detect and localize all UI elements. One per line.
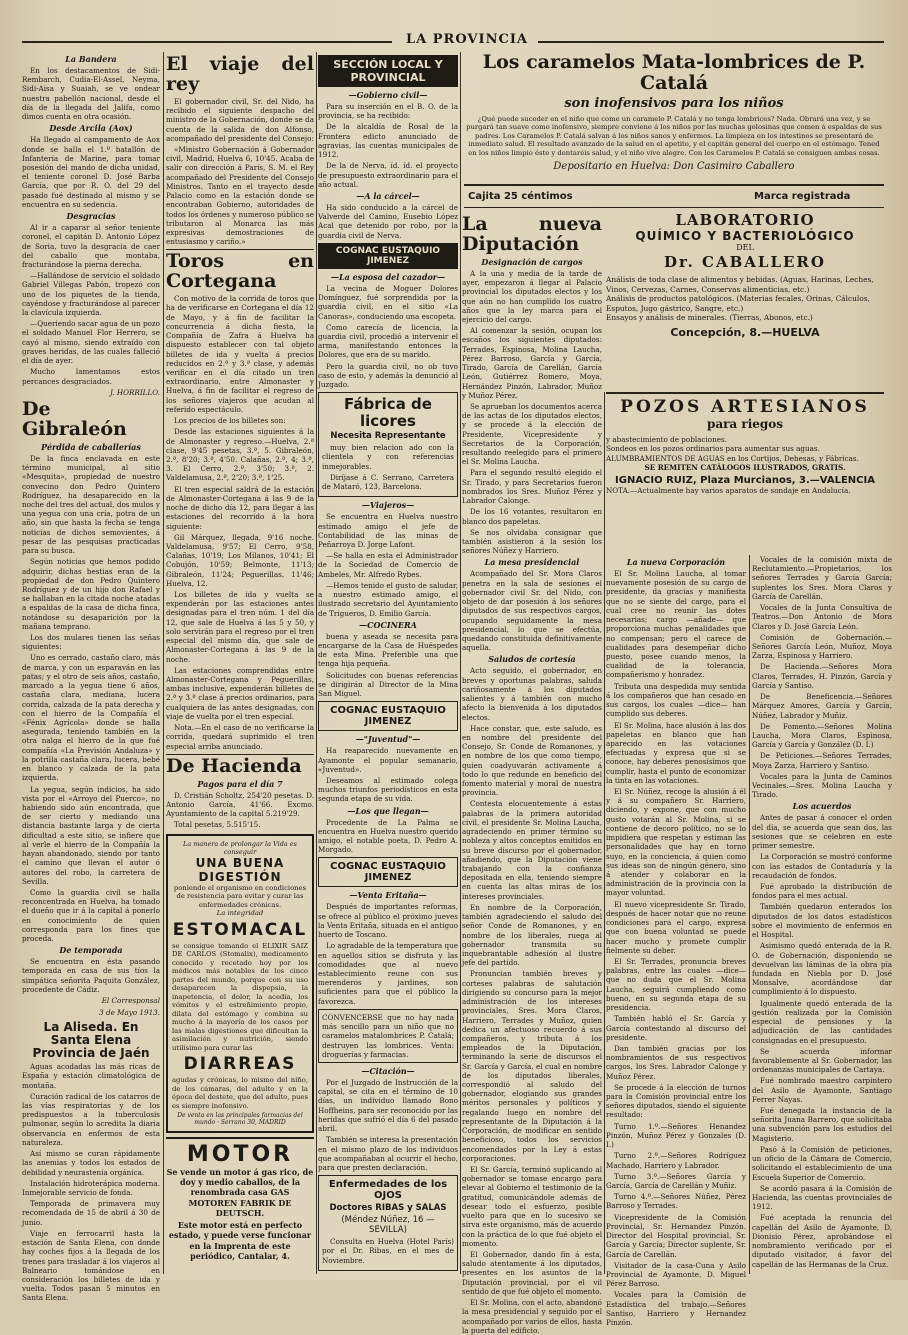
ad-text: poniendo el organismo en condiciones de resistencia para evitar y curar las enfermedades crónicas. (173, 883, 307, 909)
ad-caramelos-depositario: Depositario en Huelva: Don Casimiro Caballero (553, 161, 795, 173)
ad-lab-subtitle: QUÍMICO Y BACTERIOLÓGICO (635, 228, 855, 243)
subhead-acuerdos: Los acuerdos (792, 801, 852, 812)
masthead (22, 32, 884, 50)
article-paragraph: El Gobernador, dando fin á esta, saludo atentamente á los diputados, presentes en los asuntos de la Diputación provincial, por el vil sentido de que fué objeto el momento. (462, 1249, 602, 1296)
article-paragraph: La yegua, según indicios, ha sido vista por el «Arroyo del Puerco», no habiendo sido aún encontrada, que de ser cierto y mediando una distancia bastante larga y de cierta dificultad a este sitio, se infiere que al verle el hierro de la Compañía la hayan abandonado, siendo por tanto el camino que llevan el autor ó autores del robo, la carretera de Sevilla. (22, 784, 160, 886)
article-paragraph: —Se halla en esta el Administrador de la Sociedad de Comercio de Ambeles, Mr. Alfredo Rybes. (318, 551, 458, 579)
article-paragraph: Turno 3.º.—Señores García y García, García de Carellán y Muñiz. (606, 1171, 746, 1190)
subhead-temporada: De temporada (59, 945, 123, 956)
dateline: 3 de Mayo 1913. (99, 1008, 160, 1018)
article-paragraph: Pronuncian también breves y corteses palabras de salutación dirigiendo su concurso para la mejor administración de los intereses provinciales, Sres. Mora Claros, Harriero, Terrades y Muñoz, quien dedica un afectuoso recuerdo á sus compañeros, y tributa á los empleados de la Diputación, terminando la serie de discursos el Sr. García y García, el cual en nombre de los diputados liberales, correspondió al saludo del gobernador, elogiando sus grandes méritos personales y políticos y regalando luego en nombre del representante de la Diputación á la Corporación, de modificar en sentido beneficioso, todos los servicios encomendados por la Ley á estas corporaciones. (462, 969, 602, 1163)
article-paragraph: Fué denegada la instancia de la señorita Juana Barrero, que solicitaba una subvención para los estudios del Magisterio. (752, 1106, 892, 1143)
ad-pozos-text: Sondeos en los pozos ordinarios para aumentar sus aguas. (606, 444, 820, 454)
column-6 (752, 555, 892, 1274)
column-1 (22, 52, 160, 1303)
column-3 (318, 52, 458, 1274)
ad-paragraph: Así mismo se curan rápidamente las anemias y todos los estados de debilidad y neurastenia orgánica. (22, 1149, 160, 1177)
article-paragraph: De Fomento.—Señores Molina Laucha, Mora Claros, Espinosa, García y García y González (D. I.) (752, 721, 892, 750)
subhead: Designación de cargos (481, 256, 583, 267)
article-paragraph: Tributa una despedida muy sentida á los compañeros que han cesado en sus cargos, los cuales —dice— han cumplido sus deberes. (606, 681, 746, 719)
article-paragraph: Visitador de la casa-Cuna y Asilo Provincial de Ayamonte, D. Miguel Pérez Barroso. (606, 1260, 746, 1289)
ad-motor-title: MOTOR (186, 1141, 294, 1167)
ad-text: agudas y crónicas, lo mismo del niño, de los cámaras, del adulto y en la época del destete, que del adulto, pues es siempre inofensivo. (172, 1076, 308, 1110)
article-paragraph: —Hemos tenido el gusto de saludar, a nuestro estimado amigo, el ilustrado secretario del Ayuntamiento de Trigueros, D. Emilio García. (318, 580, 458, 618)
article-paragraph: Fué aceptada la renuncia del capellán del Asilo de Ayamonte, D. Dionisio Pérez, aprobándose el nombramiento verificado por el diputado visitador, á favor del capellán de las Hermanas de la Cruz. (752, 1213, 892, 1269)
ad-title: Fábrica de licores (344, 395, 432, 430)
article-paragraph: —Hallándose de servicio el soldado Gabriel Villegas Pabón, tropezó con uno de los piquetes de la tienda, cayéndose y fracturándose al parecer la clavícula izquierda. (22, 271, 160, 318)
column-divider (749, 555, 750, 1274)
article-paragraph: De la alcaldía de Rosal de la Frontera edicto anunciado de agravias, las cuentas municipales de 1912. (318, 122, 458, 160)
article-paragraph: El Sr. Núñez, recoge la alusión á él y á su compañero Sr. Harriero, diciendo, y expone, que con mucho gusto votarán al Sr. Molina, si se contiene de decoro político, no se lo impidiera que respetan y estiman las personalidades que hay en torno suyo, en la conciencia, á quien como sus ideas son de ningún género, sino á atender y colaborar en la administración de la provincia con la mayor voluntad. (606, 787, 746, 898)
ad-lab-text: Análisis de productos patológicos. (Materias fecales, Orinas, Cálculos, Esputos, Jugo gástrico, Sangre, etc.) (606, 294, 870, 313)
article-paragraph: De los 16 votantes, resultaron en blanco dos papeletas. (462, 507, 602, 526)
article-paragraph: También se interesa la presentación en el mismo plazo de los individuos que acompañaban al ocurrir el hecho, para que presten declaración. (318, 1135, 458, 1172)
subhead-desgracias: Desgracias (66, 211, 116, 222)
ad-convencerse: CONVENCERSE que no hay nada más sencillo para un niño que no caramelos matalombrices P. Catalá; destruyen las lombrices. Venta: droguerías y farmacias. (318, 1009, 458, 1063)
ad-cognac: COGNAC EUSTAQUIO JIMENEZ (318, 701, 458, 731)
article-paragraph: Para el segundo resultó elegido el Sr. Tirado, y para Secretarios fueron nombrados los Sres. Muñoz Pérez y Labrador Calonge. (462, 468, 602, 506)
article-paragraph: Se encuentra en Huelva nuestro estimado amigo el jefe de Contabilidad de las minas de Peñarroya D. Jorge Lafont. (318, 512, 458, 549)
article-paragraph: La vecina de Moguer Dolores Domínguez, fué sorprendida por la guardia civil, en el sitio «La Canoras», conduciendo una escopeta. (318, 283, 458, 321)
subhead: La mesa presidencial (484, 557, 580, 568)
ad-motor (166, 1137, 314, 1261)
subhead: La nueva Corporación (626, 557, 726, 567)
article-paragraph: Nota.—En el caso de no verificarse la corrida, quedará suprimido el tren especial arriba anunciado. (166, 723, 314, 751)
ad-subtitle: Necesita Representante (330, 431, 446, 442)
article-paragraph: Ha sido conducido a la cárcel de Valverde del Camino, Eusebio López Acal que detenido por robo, por la guardia civil de Nerva. (318, 202, 458, 240)
subhead: —Venta Eritaña— (349, 890, 427, 901)
ad-text: se consigue tomando el ELIXIR SAIZ DE CARLOS (Stomalix), medicamento conocido y recetado hoy por los médicos más notables de los cinco partes del mundo, porque con su uso desaparecen la dispepsia, la inapetencia, el dolor, la acedia, los vómitos y el estreñimiento propio, dilata del estómago y combina su mucho á la mayoría de los casos por las malas digestiones que dificultan la asimilación y nutrición, siendo utilísimo para curar las (172, 941, 308, 1052)
signature: J. HORRILLO. (109, 387, 160, 397)
article-paragraph: Ha reaparecido nuevamente en Ayamonte el popular semanario, «Juventud». (318, 746, 458, 774)
article-paragraph: El Sr. Terrades, pronuncia breves palabras, entre las cuales —dice— que no duda que el Sr. Molina Laucha, seguirá cumpliendo como bueno, en su segunda etapa de su presidencia. (606, 956, 746, 1013)
article-paragraph: El nuevo vicepresidente Sr. Tirado, después de hacer notar que no reune condiciones para el cargo, expresa que con buena voluntad se puede hacer mucho y promete cumplir fielmente su deber. (606, 899, 746, 955)
ad-lab-doctor: Dr. CABALLERO (664, 252, 826, 271)
article-paragraph: Turno 4.º.—Señores Núñez, Pérez Barroso y Terrades. (606, 1192, 746, 1211)
ad-pozos-text: ALUMBRAMIENTOS DE AGUAS en los Cortijos, Dehesas, y Fábricas. (606, 453, 859, 463)
ad-text: Consulta en Huelva (Hotel París) por el Dr. Ribas, en el mes de Noviembre. (322, 1237, 454, 1265)
column-divider (163, 52, 164, 1274)
article-paragraph: Dan también gracias por los nombramientos de sus respectivos cargos, los Sres. Labrador Calonge y Muñoz Pérez. (606, 1043, 746, 1081)
article-paragraph: Al comenzar la sesión, ocupan los escaños los siguientes diputados: Terrades, Espinosa, Molina Laucha, Pérez Barroso, García y García, Tirado, García de Carellán, García León, Gutiérrez Romero, Moya, Hernández Pinzón, Labrador, Muñoz y Muñoz Pérez. (462, 326, 602, 400)
article-paragraph: Se acuerda informar favorablemente al Sr. Gobernador, las ordenanzas municipales de Cartaya. (752, 1046, 892, 1075)
article-paragraph: Se aprueban los documentos acerca de las actas de los diputados electos, y se procede á la elección de Presidente, Vicepresidente y Secretarios de la Corporación, resultando reelegido para el primero el Sr. Molina Laucha. (462, 401, 602, 467)
article-paragraph: Ha llegado al campamento de Aox donde se halla el 1.º batallón de Infantería de Marine, para tomar posesión del mando de dicha unidad, el teniente coronel D. José Barba García, que por R. O. del 29 del pasado fué destinado al mismo y se encuentra en su sedencia. (22, 135, 160, 209)
subhead: —Viajeros— (361, 500, 415, 511)
ad-laboratorio (606, 212, 884, 388)
article-paragraph: Gil Márquez, llegada, 9'16 noche. Valdelamusa, 9'57; El Cerro, 9'58, Calañas, 10'19; Los Milanos, 10'41; El Cobujón, 10'59; Belmonte, 11'13; Gibraleón, 11'24; Peguerillas, 11'46; Huelva, 12. (166, 532, 314, 588)
ad-motor-text: Este motor está en perfecto estado, y puede verse funcionar en la Imprenta de este periódico, Cantalar, 4. (168, 1220, 312, 1261)
ad-paragraph: Temporada de primavera muy recomendada de 15 de abril á 30 de junio. (22, 1199, 160, 1227)
article-paragraph: Según noticias que hemos podido adquirir, dichas bestias eran de la propiedad de don Pedro Quintero Rodríguez y de un hijo don Rafael y se hallaban en la citada noche atadas a espaldas de la casa de dicha finca, notándose su desaparición por la mañana temprano. (22, 557, 160, 631)
ad-paragraph: Aguas acodadas las más ricas de España y estación climatológica de montaña. (22, 1062, 160, 1090)
column-4 (462, 212, 602, 1335)
article-paragraph: El tren especial saldrá de la estación de Almonaster-Cortegana á las 9 de la noche de dicho día 12, para llegar á las estaciones del recorrido á la hora siguiente: (166, 484, 314, 531)
column-5 (606, 555, 746, 1328)
article-paragraph: Antes de pasar á conocer el orden del día, se acuerda que sean dos, las sesiones que se celebren en este primer semestre. (752, 813, 892, 851)
article-paragraph: Deseamos al estimado colega muchos triunfos periodísticos en esta segunda etapa de su vida. (318, 775, 458, 804)
ad-pozos-title: POZOS ARTESIANOS (620, 397, 870, 417)
article-paragraph: Se encuentra en ésta pasando temporada en casa de sus tíos la simpática señorita Paquita González, procedente de Cádiz. (22, 957, 160, 994)
headline-viaje-rey: El viaje del rey (166, 53, 314, 95)
article-paragraph: Pasó á la Comisión de peticiones, un oficio de la Cámara de Comercio, solicitando el establecimiento de una Escuela Superior de Comercio. (752, 1144, 892, 1182)
masthead-rule-right (538, 41, 884, 43)
article-paragraph: Comisión de Gobernación.—Señores García León, Muñoz, Moya Zarza, Espinosa y Harriero. (752, 632, 892, 661)
article-paragraph: En los destacamentos de Sidi-Rembarch, Cudia-El-Assel, Neyma, Sidi-Aisa y Suaiah, se ve ondear nuestra pabellón nacional, desde el día de la llegada del Jalifa, como dimos cuenta en otra ocasión. (22, 66, 160, 122)
subhead-caballerias: Pérdida de caballerías (41, 441, 141, 452)
article-paragraph: Vocales de la comisión mixta de Reclutamiento.—Propietarios, los señores Terrades y García García; suplentes los Sres. Mora Claros y García de Carellán. (752, 555, 892, 601)
article-paragraph: Turno 2.º.—Señores Rodríguez Machado, Harriero y Labrador. (606, 1151, 746, 1170)
headline-hacienda: De Hacienda (166, 754, 314, 777)
article-paragraph: Fué nombrado maestro carpintero del Asilo de Ayamonte, Santiago Ferrer Nayas. (752, 1076, 892, 1104)
ad-caramelos (464, 52, 884, 182)
ad-pozos-text: y abastecimiento de poblaciones. (606, 435, 727, 444)
article-paragraph: Vocales para la Junta de Caminos Vecinales.—Sres. Molina Laucha y Tirado. (752, 771, 892, 800)
ad-pozos-address: IGNACIO RUIZ, Plaza Murcianos, 3.—VALENCIA (615, 475, 875, 487)
ad-lab-text: Análisis de toda clase de alimentos y bebidas. (Aguas, Harinas, Leches, Vinos, Cervezas, Carnes, Conservas alimenticias, etc.) (606, 274, 874, 294)
article-paragraph: La Corporación se mostró conforme con las estados de Contaduría y la recaudación de fondos. (752, 852, 892, 880)
subhead-arcila: Desde Arcila (Aox) (49, 123, 133, 134)
ad-subtitle: Doctores RIBAS y SALAS (329, 1203, 447, 1214)
ad-lab-del: DEL (736, 242, 754, 252)
subhead: —Gobierno civil— (348, 90, 428, 100)
headline-toros: Toros en Cortegana (166, 250, 314, 293)
article-paragraph: buena y aseada se necesita para encargarse de la Casa de Huéspedes de esta Mina. Preferible una que tenga hija pequeña. (318, 631, 458, 669)
ad-text: muy bien relacion ado con la clientela y con referencias inmejorables. (322, 443, 454, 471)
article-paragraph: De la de Nerva, íd. íd. el proyecto de presupuesto extraordinario para el año actual. (318, 161, 458, 189)
article-paragraph: De Hacienda.—Señores Mora Claros, Terrades, H. Pinzón, García y García y Santiso. (752, 662, 892, 690)
signature: El Corresponsal (101, 996, 160, 1006)
ad-estomacal (166, 834, 314, 1133)
article-paragraph: Los dos mulares tienen las señas siguientes: (22, 633, 160, 652)
column-divider (460, 52, 461, 1274)
ad-lab-address: Concepción, 8.—HUELVA (670, 326, 820, 340)
ad-text: Diríjase á C. Serrano, Carretera de Mataró, 123, Barcelona. (322, 472, 454, 492)
ad-product-name: ESTOMACAL (172, 919, 308, 940)
ad-tagline: La manera de prolongar la Vida es conseguir (183, 839, 297, 856)
subhead: —"Juventud"— (355, 734, 421, 745)
ad-paragraph: Viaje en ferrocarril hasta la estación de Santa Elena, con donde hay coches fijos á la llegada de los trenes para trasladar á los viajeros al Balneario tomándose en consideración los billetes de ida y vuelta. Todos pasan 5 minutos en Santa Elena. (22, 1228, 160, 1303)
article-paragraph: El gobernador civil, Sr. del Nido, ha recibido el siguiente despacho del ministro de la Gobernación, donde se da cuenta de la salida de don Alfonso, acompañado del presidente del Consejo: (166, 96, 314, 143)
article-paragraph: Fué aprobado la distribución de fondos para el mes actual. (752, 882, 892, 901)
ad-lab-title: LABORATORIO (675, 211, 815, 229)
ad-text: La integridad (216, 909, 264, 918)
ad-pozos-catalogos: SE REMITEN CATÁLOGOS ILUSTRADOS, GRATIS. (644, 463, 846, 473)
article-paragraph: «Ministro Gobernación á Gobernador civil, Madrid, Huelva 6, 10'45. Acaba de salir con dirección á París, S. M. el Rey acompañado del Presidente del Consejo Ministros. Tanto en el trayecto desde Palacio como en la estación donde se encontraban Gobierno, autoridades de todos los órdenes y numeroso público se tributaron al Monarca las más expresivas demostraciones de entusiasmo y cariño.» (166, 144, 314, 247)
article-paragraph: Como la guardia civil se halla reconcentrada en Huelva, ha tomado el dueño que ir á la capital á ponerlo en conocimiento de quien corresponda para los fines que proceda. (22, 887, 160, 944)
ad-motor-text: Se vende un motor á gas rico, de doy y medio caballos, de la renombrada casa GAS MOTOREN FABRIK DE DEUTSCH. (166, 1166, 314, 1218)
article-paragraph: Vicepresidente de la Comisión Provincial, Sr. Hernandez Pinzón. Director del Hospital provincial, Sr. García y García; Director suplente, Sr. García de Carellán. (606, 1212, 746, 1259)
ad-pozos-subtitle: para riegos (706, 417, 784, 431)
article-paragraph: Para su inserción en el B. O. de la provincia, se ha recibido: (318, 102, 458, 121)
subhead: —Los que llegan— (347, 805, 429, 816)
article-paragraph: D. Cristián Scholtz, 254'20 pesetas. D. Antonio García, 41'66. Excmo. Ayuntamiento de la capital 5.219'29. (166, 790, 314, 819)
article-paragraph: Hace constar, que, este saludo, es en nombre del presidente del Consejo, Sr. Conde de Romanones, y en nombre de los que como tiempo, quien coadyuvarán activamente á todo lo que redunde en beneficio del fomento material y moral de nuestra provincia. (462, 723, 602, 798)
article-paragraph: Los precios de los billetes son: (174, 416, 286, 426)
article-paragraph: Uno es cerrado, castaño claro, más de marca, y con un esparaván en las patas; y el otro de seis años, castaño, marcado a la yegua tiene 6 años, castaña clara, mediana, lucera corrida, calzada de la pata derecha y con el hierro de la Compañía el «Fénix Agrícola» donde se halla asegurada, teniendo también en la otra nalga el hierro de la que fué compañía «La Previsión Andaluza» y la potrilla castaña clara, lucera, bebé en blanco y calzada de la pata izquierda. (22, 653, 160, 783)
column-2 (166, 52, 314, 1274)
article-paragraph: El Sr. Molina Laucha, al tomar nuevamente posesión de su cargo de presidente, da gracias y manifiesta que no se siente del cargo, para el cual cree no reunir las dotes necesarias; cargo —añade— que proporciona muchas penalidades que no compensan; pero el carece de cualidades para desempeñar dicho puesto, posee cuando menos, la cualidad de la tolerancia, compañerismo y honradez. (606, 569, 746, 680)
ad-ojos (318, 1175, 458, 1271)
article-paragraph: Después de importantes reformas, se ofrece al público el próximo jueves la Venta Eritaña, situada en el antiguo huerto de Toscano. (318, 902, 459, 940)
price-label: Cajita 25 céntimos (468, 191, 573, 202)
ad-address: (Méndez Núñez, 16 — SEVILLA) (341, 1215, 435, 1236)
article-paragraph: —Queriendo sacar agua de un pozo el soldado Manuel Flor Herrero, se cayó al mismo, siendo extraído con graves heridas, de las cuales falleció el día de ayer. (22, 319, 160, 366)
ad-cognac: COGNAC EUSTAQUIO JIMENEZ (318, 857, 458, 887)
subhead: —Citación— (361, 1065, 415, 1076)
column-divider (316, 52, 317, 1274)
article-paragraph: También quedaron enterados los diputados de los datos estadísticos sobre el movimiento de enfermos en el Hospital. (752, 902, 892, 940)
article-paragraph: También habló el Sr. García y García contestando al discurso del presidente. (606, 1014, 746, 1042)
article-paragraph: Vocales para la Comisión de Estadística del trabajo.—Señores Santiso, Harriero y Hernandez Pinzón. (606, 1290, 746, 1328)
column-divider (604, 392, 605, 1274)
ad-caramelos-subtitle: son inofensivos para los niños (564, 95, 784, 111)
article-paragraph: Turno 1.º.—Señores Henandez Pinzón, Muñoz Pérez y Gonzales (D. I.) (606, 1121, 746, 1150)
article-paragraph: Al ir a caparar al señor teniente coronel, el capitán D. Antonio López de Soria, tuvo la desgracia de caer del caballo que montaba, fracturándose la pierna derecha. (22, 223, 160, 269)
ad-caramelos-title: Los caramelos Mata-lombrices de P. Catalá (482, 51, 866, 94)
ad-caramelos-text: ¿Qué puede suceder en el niño que come un caramelo P. Catalá y no tenga lombrices? Nada. Obrará una vez, y se purgará tan suave como inofensivo, siempre conviene á los niños por las muchas golosinas que comen á espaldas de sus padres. Los Caramelos P. Catalá salvan á los niños sanos y enfermos. La limpieza en los intestinos se presentará de inmediato salud. El resultado avanzado de la salud en el apetito, y el capitán general del cuerpo en el estómago. Tened en los niños limpio éste y dentaréis salud, y el niño vive alegre. Con los Caramelos P. Catalá se consiguen ambas cosas. (466, 114, 882, 157)
article-paragraph: El Sr. Molina, con el acto, abandonó la mesa presidencial y seguido por el acompañado por varios de ellos, hasta la puerta del edificio. (462, 1298, 602, 1335)
ad-cognac: COGNAC EUSTAQUIO JIMENEZ (318, 243, 458, 269)
ad-diarreas: DIARREAS (183, 1054, 297, 1075)
masthead-rule-left (22, 41, 392, 43)
article-paragraph: Los billetes de ida y vuelta se expenderán por las estaciones antes designadas para el tren núm. 1 del día 12, que sale de Huelva á las 5 y 50, y solo servirán para el regreso por el tren especial del mismo día, que sale de Almonaster-Cortegana á las 9 de la noche. (166, 590, 314, 664)
ad-pozos (606, 392, 884, 552)
article-paragraph: Vocales de la Junta Consultiva de Teatros.—Don Antonio de Mora Claros y D. José García León. (752, 603, 892, 631)
article-paragraph: Se procede á la elección de turnos para la Comisión provincial entre los señores diputados, siendo el siguiente resultado: (606, 1082, 746, 1120)
section-header-local: SECCIÓN LOCAL Y PROVINCIAL (318, 55, 458, 87)
article-paragraph: De Peticiones.—Señores Terrades, Moya Zarza, Harriero y Santiso. (752, 751, 892, 770)
article-paragraph: Las estaciones comprendidas entre Almonaster-Cortegana y Peguerillas, ambas inclusive, expenderán billetes de 2.ª y 3.ª clase á precios ordinarios, para cualquiera de las antes designadas, con viaje de vuelta por el tren especial. (166, 665, 314, 721)
subhead: —A la cárcel— (356, 190, 420, 201)
newspaper-title: LA PROVINCIA (406, 32, 528, 47)
ad-paragraph: Curación radical de los catarros de las vías respiratorias y de los predispuestos a la tuberculosis pulmonar, según lo acredita la diaria observancia en enfermos de esta naturaleza. (22, 1091, 160, 1147)
ad-licores (318, 392, 458, 497)
article-paragraph: Se nos olvidaba consignar que también asistieron á la sesión los señores Núñez y Harriero. (462, 527, 602, 556)
ad-lab-text: Ensayos y análisis de minerales. (Tierras, Abonos, etc.) (606, 313, 813, 323)
subhead: —COCINERA (359, 619, 417, 630)
subhead-pagos: Pagos para el día 7 (197, 778, 283, 789)
article-paragraph: De Beneficencia.—Señores Márquez Amores, García y García, Núñez, Labrador y Muñiz. (752, 692, 892, 720)
article-paragraph: Procedente de La Palma se encuentra en Huelva nuestro querido amigo, el notable poeta, D. Pedro A. Morgado. (318, 817, 458, 855)
headline-gibraleon: De Gibraleón (22, 398, 127, 440)
article-paragraph: En nombre de la Corporación, también agradeciendo el saludo del señor Conde de Romanones, y en nombre de los liberales, ruega al gobernador transmita su inquebrantable adhesión al ilustre jefe del partido. (462, 902, 602, 968)
headline-diputacion: La nueva Diputación (462, 213, 602, 255)
article-paragraph: Desde las estaciones siguientes á la de Almonaster y regreso.—Huelva, 2.ª clase, 9'45 pesetas, 3.ª, 5. Gibraleón, 2.ª, 8'20; 3.ª, 4'50. Calañas, 2.ª, 4; 3.ª, 3. El Cerro, 2.ª, 3'50; 3.ª, 2. Valdelamusa, 2.ª, 2'20; 3.ª, 1'25. (166, 427, 314, 483)
article-paragraph: Por el Juzgado de Instrucción de la capital, se cita en el término de 10 días, un individuo llamado Bono Hoffheins, para ser reconocido por las heridas que sufrió el día 6 del pasado abril. (318, 1077, 458, 1134)
article-paragraph: El Sr. Molina, hace alusión á las dos papeletas en blanco que han aparecido en las votaciones efectuadas y expresa que si se conoce, hay deberes penosísimos que cumplir, hasta el punto de economizar la tinta en las votaciones. (606, 720, 746, 785)
article-paragraph: Se acordó pasara á la Comisión de Hacienda, las cuentas provinciales de 1912. (752, 1183, 892, 1212)
article-paragraph: Mucho lamentamos estos percances desgraciados. (22, 367, 160, 386)
ad-pozos-nota: NOTA.—Actualmente hay varios aparatos de sondaje en Andalucía. (606, 486, 851, 496)
article-paragraph: Acto seguido, el gobernador, en breves y oportunas palabras, saluda cariñosamente á los diputados salientes y á también con mucho afecto la bienvenida á los diputados electos. (462, 666, 602, 722)
article-paragraph: A la una y media de la tarde de ayer, empezaron á llegar al Palacio provincial los diputados electos y los que aún no han cumplido los cuatro años que la ley marca para el ejercicio del cargo. (462, 268, 602, 324)
ad-title: Enfermedades de los OJOS (328, 1179, 448, 1202)
trademark-label: Marca registrada (754, 191, 851, 202)
ad-footer: De venta en las principales farmacias del mundo · Serrano 30, MADRID (177, 1111, 303, 1127)
article-paragraph: Acompañado del Sr. Mora Claros penetra en la sala de sesiones el gobernador civil Sr. del Nido, con objeto de dar posesión á los señores diputados de sus respectivos cargos, ocupando seguidamente la mesa presidencial, lo que se efectúa, quedando constituida definitivamente aquella. (462, 569, 602, 653)
article-paragraph: Solicitudes con buenas referencias se dirigirán al Director de la Mina San Miguel. (318, 670, 458, 699)
article-paragraph: Con motivo de la corrida de toros que ha de verificarse en Cortegana el día 12 de Mayo, y á fin de facilitar la concurrencia á dicha fiesta, la Compañía de Zafra á Huelva ha dispuesto establecer con tal objeto billetes de ida y vuelta á precios reducidos en 2.ª y 3.ª clase, y además verificar en el día citado un tren extraordinario, entre Almonaster y Huelva, á fin de facilitar el regreso de los señores viajeros que acudan al referido espectáculo. (166, 294, 314, 414)
article-paragraph: Pero la guardia civil, no ob tuvo caso de esto, y además la denunció al Juzgado. (318, 361, 458, 390)
ad-caramelos-footer (464, 184, 884, 208)
article-paragraph: Igualmente quedó enterada de la gestión realizada por la Comisión especial de pensiones y la adjudicación de las cantidades consignadas en el presupuesto. (752, 998, 892, 1045)
article-paragraph: Total pesetas, 5.515'15. (174, 820, 261, 830)
article-paragraph: Asimismo quedó enterada de la R. O. de Gobernación, disponiendo se devuelvan las láminas de la obra pía fundada en Niebla por D. José Monsalve, acordándose dar cumplimiento á lo dispuesto. (752, 941, 892, 997)
subhead: —La esposa del cazador— (330, 271, 446, 282)
article-paragraph: El Sr. García, terminó suplicando al gobernador se tomase encargo para elevar al Gobierno el testimonio de la gratitud, comunicándole además de desear todo el esfuerzo, posible vuelto para que en lo sucesivo se sirva este organismo, más de acuerdo con la práctica de lo que fué objeto el momento. (462, 1165, 602, 1248)
subhead-bandera: La Bandera (65, 54, 117, 64)
ad-paragraph: Instalación hidroterápica moderna. Inmejorable servicio de fonda. (22, 1178, 160, 1197)
article-paragraph: Como carecía de licencia, la guardia civil, procedió a intervenir el arma, manifestando entonces la Dolores, que era de su marido. (318, 322, 458, 360)
subhead: Saludos de cortesía (488, 654, 576, 665)
article-paragraph: Lo agradable de la temperatura que en aquellos sitios se disfruta y las comodidades que al nuevo establecimiento reune con sus merenderos y jardines, son suficientes para que el público la favorezca. (318, 941, 458, 1006)
ad-title: UNA BUENA DIGESTIÓN (195, 855, 285, 884)
article-paragraph: De la finca enclavada en este término municipal, al sitio «Mesquita», propiedad de nuestro convecino don Pedro Quintero Rodríguez, ha desaparecido en la noche del tres del actual, dos mulos y una yegua con una cría, potra de un año, sin que hasta la fecha se tenga noticias de dichos semovientes, á pesar de las pesquisas practicadas para su busca. (22, 453, 160, 556)
headline-aliseda: La Aliseda. En Santa Elena Provincia de Jaén (32, 1019, 150, 1060)
article-paragraph: Contesta elocuentemente á estas palabras de la primera autoridad civil, el presidente Sr. Molina Laucha, agradeciendo en primer término su nobleza y altos conceptos emitidos en su breve discurso por el gobernador, añadiendo, que la Diputación viene trabajando con la confianza depositada en ella, teniendo siempre en cuenta las altas miras de los intereses provinciales. (462, 799, 602, 901)
